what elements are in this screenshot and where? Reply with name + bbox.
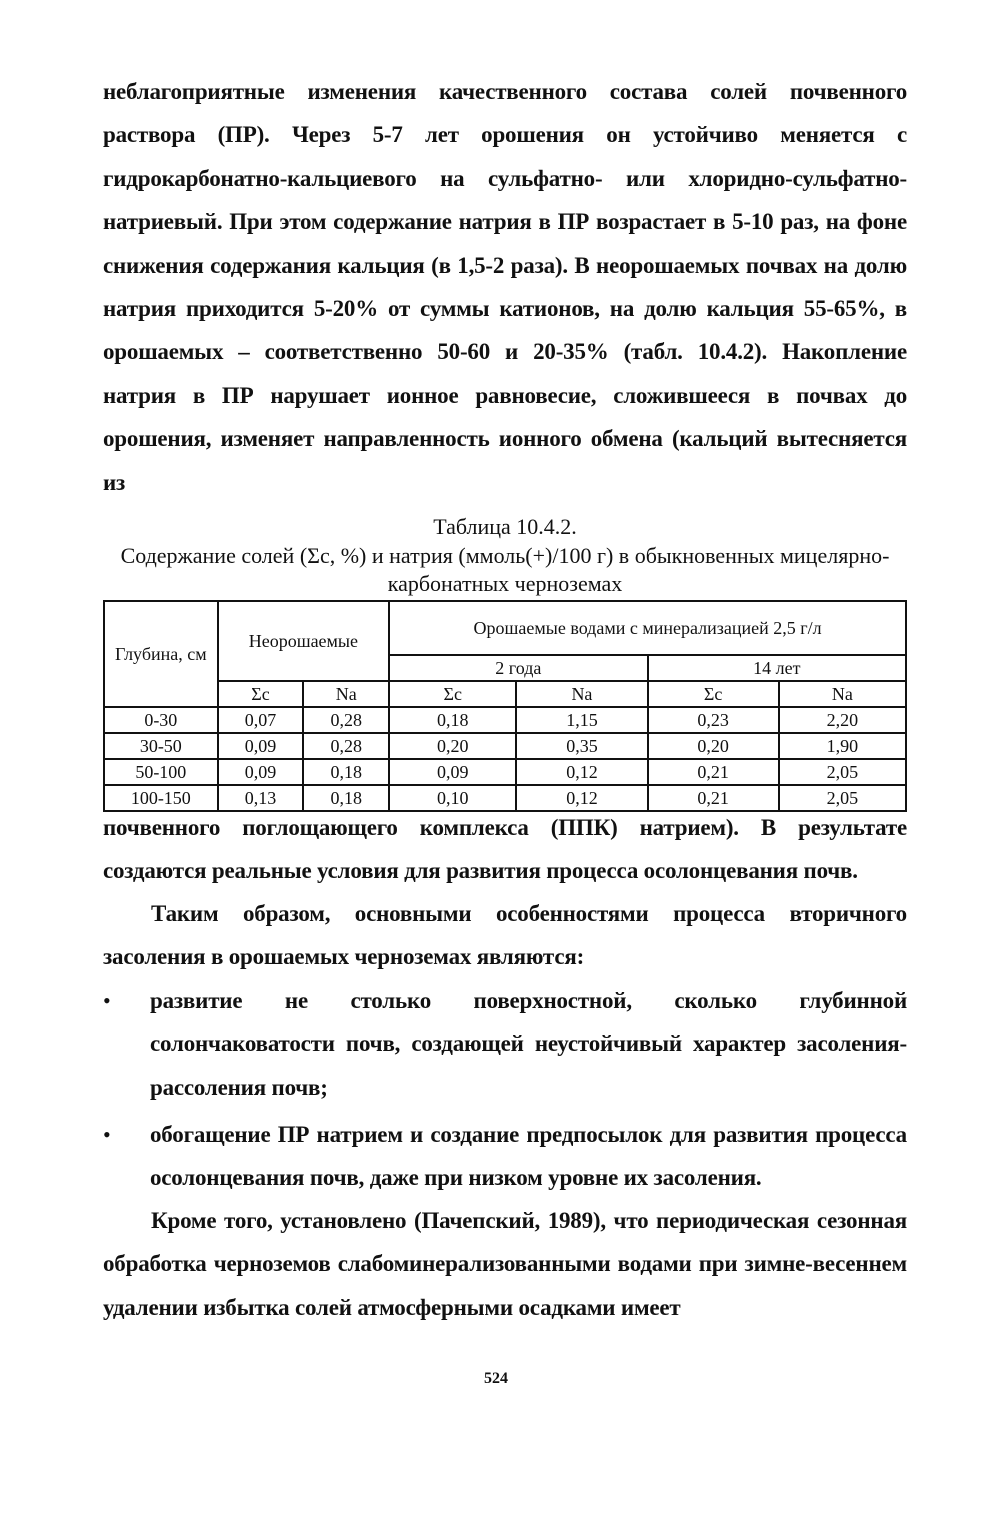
cell-depth: 50-100 [104, 759, 218, 785]
header-period-2-years: 2 года [389, 655, 647, 681]
cell-value: 0,07 [218, 707, 304, 733]
paragraph-intro: неблагоприятные изменения качественного состава солей почвенного раствора (ПР). Через 5-7 лет орошения он устойчиво меняется с гидрокарбонатно-кальциевого на сульфатно- или хлоридно-сульфатно-натриевый. При этом содержание натрия в ПР возрастает в 5-10 раз, на фоне снижения содержания кальция (в 1,5-2 раза). В неорошаемых почвах на долю натрия приходится 5-20% от суммы катионов, на долю кальция 55-65%, в орошаемых – соответственно 50-60 и 20-35% (табл. 10.4.2). Накопление натрия в ПР нарушает ионное равновесие, сложившееся в почвах до орошения, изменяет направленность ионного обмена (кальций вытесняется из [103, 79, 907, 495]
cell-value: 0,20 [648, 733, 779, 759]
cell-value: 2,20 [779, 707, 906, 733]
salt-content-table [103, 600, 907, 812]
cell-value: 0,18 [389, 707, 516, 733]
bullet-text: развитие не столько поверхностной, сколько глубинной солончаковатости почв, создающей неустойчивый характер засоления-рассоления почв; [150, 988, 907, 1100]
header-sum-non-irrigated: Σc [218, 681, 304, 707]
bullet-marker: • [103, 988, 111, 1013]
cell-value: 0,18 [303, 759, 389, 785]
cell-value: 0,20 [389, 733, 516, 759]
cell-value: 1,15 [516, 707, 647, 733]
header-period-14-years: 14 лет [648, 655, 906, 681]
header-sum-14-years: Σc [648, 681, 779, 707]
paragraph-result: почвенного поглощающего комплекса (ППК) натрием). В результате создаются реальные условия для развития процесса осолонцевания почв. [103, 815, 907, 884]
header-non-irrigated: Неорошаемые [218, 601, 390, 681]
header-na-2-years: Na [516, 681, 647, 707]
bullet-marker: • [103, 1122, 111, 1147]
cell-value: 2,05 [779, 759, 906, 785]
header-na-14-years: Na [779, 681, 906, 707]
bullet-item-2 [103, 1113, 907, 1200]
table-row [104, 733, 906, 759]
paragraph-features: Таким образом, основными особенностями процесса вторичного засоления в орошаемых черноземах являются: [103, 901, 907, 970]
header-depth: Глубина, см [104, 601, 218, 707]
cell-value: 0,23 [648, 707, 779, 733]
cell-value: 0,10 [389, 785, 516, 811]
cell-value: 0,21 [648, 759, 779, 785]
cell-value: 2,05 [779, 785, 906, 811]
cell-value: 0,35 [516, 733, 647, 759]
table-title: Содержание солей (Σc, %) и натрия (ммоль(+)/100 г) в обыкновенных мицелярно-карбонатных черноземах [120, 543, 890, 596]
table-row [104, 707, 906, 733]
page-number: 524 [484, 1370, 508, 1387]
cell-value: 0,28 [303, 733, 389, 759]
cell-value: 0,28 [303, 707, 389, 733]
header-irrigated: Орошаемые водами с минерализацией 2,5 г/л [389, 601, 906, 655]
cell-depth: 0-30 [104, 707, 218, 733]
cell-value: 0,12 [516, 785, 647, 811]
header-sum-2-years: Σc [389, 681, 516, 707]
cell-value: 0,09 [218, 733, 304, 759]
cell-value: 0,18 [303, 785, 389, 811]
bullet-text: обогащение ПР натрием и создание предпосылок для развития процесса осолонцевания почв, даже при низком уровне их засоления. [150, 1122, 907, 1191]
cell-depth: 30-50 [104, 733, 218, 759]
cell-value: 0,13 [218, 785, 304, 811]
cell-value: 1,90 [779, 733, 906, 759]
bullet-item-1 [103, 979, 907, 1109]
header-na-non-irrigated: Na [303, 681, 389, 707]
cell-depth: 100-150 [104, 785, 218, 811]
table-number: Таблица 10.4.2. [433, 514, 577, 539]
cell-value: 0,12 [516, 759, 647, 785]
cell-value: 0,09 [218, 759, 304, 785]
cell-value: 0,21 [648, 785, 779, 811]
paragraph-moreover: Кроме того, установлено (Пачепский, 1989), что периодическая сезонная обработка черноземов слабоминерализованными водами при зимне-весеннем удалении избытка солей атмосферными осадками имеет [103, 1208, 907, 1320]
table-row [104, 759, 906, 785]
cell-value: 0,09 [389, 759, 516, 785]
